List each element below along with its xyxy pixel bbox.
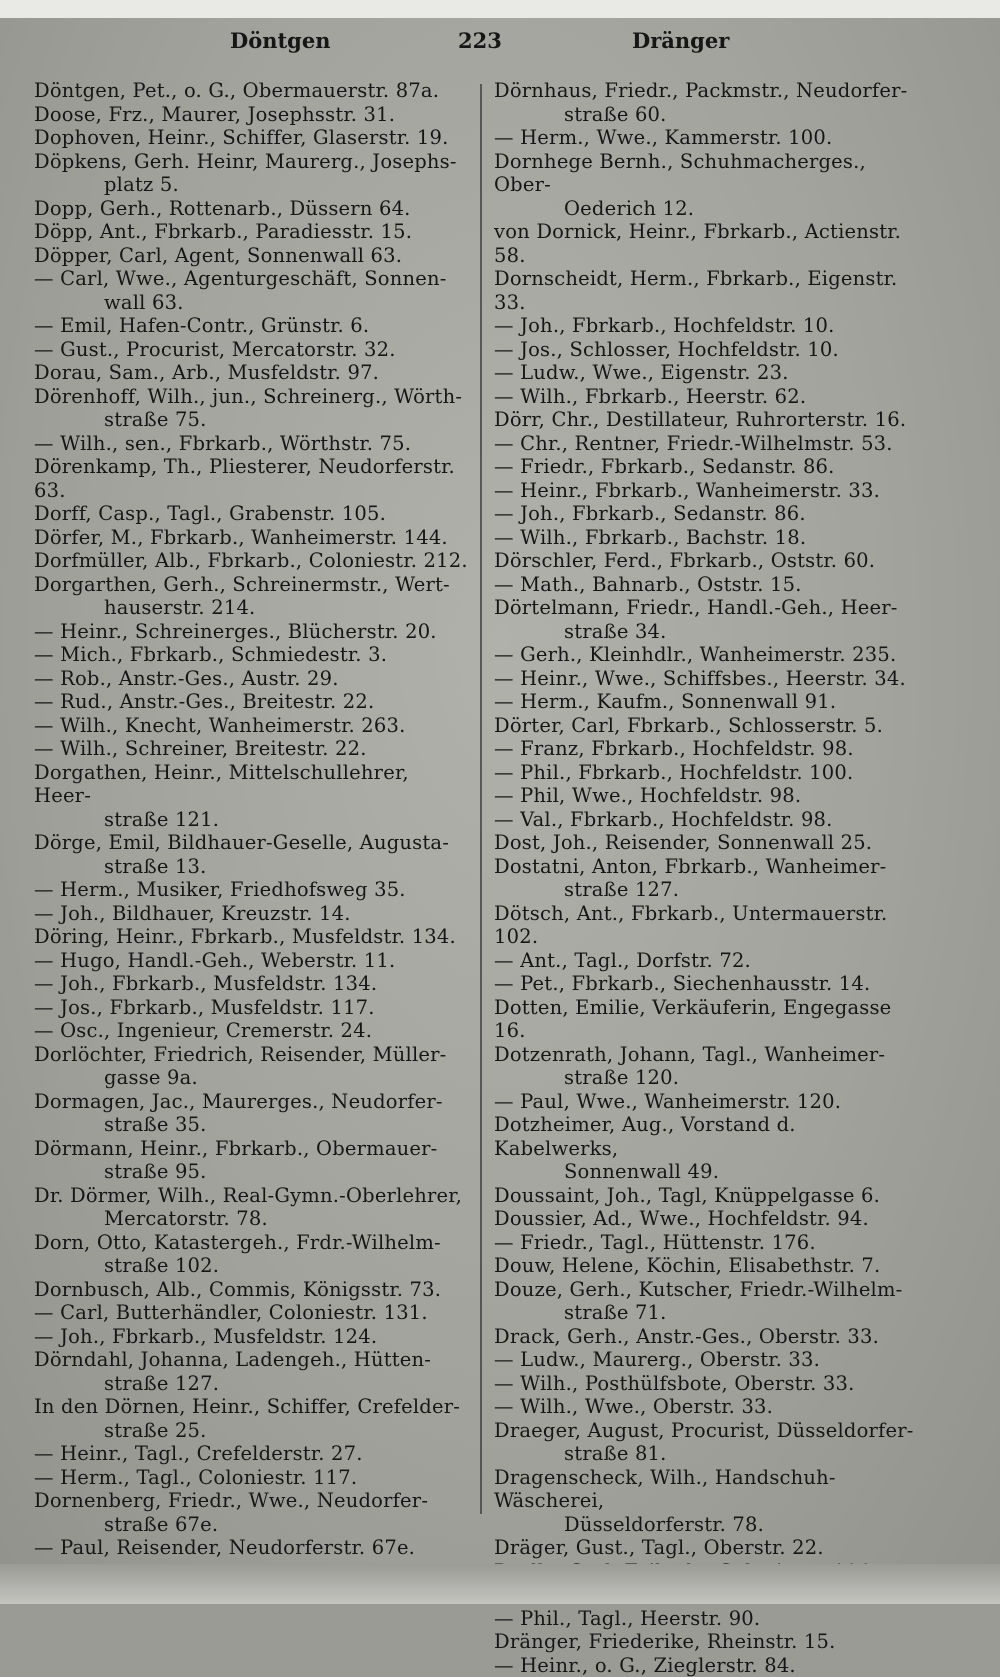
directory-entry xyxy=(494,526,924,550)
entry-text: Dörmann, Heinr., Fbrkarb., Obermauer- xyxy=(34,1137,437,1160)
entry-text: — Math., Bahnarb., Oststr. 15. xyxy=(494,573,802,596)
directory-entry xyxy=(34,667,470,691)
directory-entry xyxy=(34,1466,470,1490)
entry-text: Dopp, Gerh., Rottenarb., Düssern 64. xyxy=(34,197,411,220)
entry-text: — Heinr., Tagl., Crefelderstr. 27. xyxy=(34,1442,363,1465)
directory-entry xyxy=(34,220,470,244)
directory-entry xyxy=(494,549,924,573)
entry-text: Dotzenrath, Johann, Tagl., Wanheimer- xyxy=(494,1043,885,1066)
left-column xyxy=(34,79,470,1560)
entry-text: — Heinr., o. G., Zieglerstr. 84. xyxy=(494,1654,796,1677)
entry-continuation: straße 121. xyxy=(34,808,470,832)
entry-text: — Emil, Hafen-Contr., Grünstr. 6. xyxy=(34,314,369,337)
entry-text: — Joh., Fbrkarb., Sedanstr. 86. xyxy=(494,502,806,525)
entry-text: Doose, Frz., Maurer, Josephsstr. 31. xyxy=(34,103,395,126)
directory-entry xyxy=(494,1372,924,1396)
directory-entry xyxy=(34,878,470,902)
entry-continuation: Sonnenwall 49. xyxy=(494,1160,924,1184)
entry-text: — Jos., Schlosser, Hochfeldstr. 10. xyxy=(494,338,839,361)
directory-entry xyxy=(494,996,924,1043)
directory-entry xyxy=(494,1207,924,1231)
entry-text: — Wilh., Posthülfsbote, Oberstr. 33. xyxy=(494,1372,854,1395)
entry-text: — Joh., Bildhauer, Kreuzstr. 14. xyxy=(34,902,351,925)
entry-text: Dörndahl, Johanna, Ladengeh., Hütten- xyxy=(34,1348,431,1371)
entry-text: — Mich., Fbrkarb., Schmiedestr. 3. xyxy=(34,643,387,666)
entry-text: Dorau, Sam., Arb., Musfeldstr. 97. xyxy=(34,361,379,384)
directory-entry xyxy=(34,1395,470,1442)
entry-text: — Carl, Butterhändler, Coloniestr. 131. xyxy=(34,1301,428,1324)
directory-entry xyxy=(34,925,470,949)
entry-text: — Herm., Kaufm., Sonnenwall 91. xyxy=(494,690,836,713)
directory-entry xyxy=(34,1442,470,1466)
directory-entry xyxy=(494,1348,924,1372)
directory-entry xyxy=(494,949,924,973)
directory-entry xyxy=(494,972,924,996)
directory-entry xyxy=(34,1043,470,1090)
entry-text: — Hugo, Handl.-Geh., Weberstr. 11. xyxy=(34,949,395,972)
entry-text: von Dornick, Heinr., Fbrkarb., Actienstr. 58. xyxy=(494,220,901,267)
directory-entry xyxy=(494,150,924,221)
entry-continuation: straße 67e. xyxy=(34,1513,470,1537)
directory-entry xyxy=(34,502,470,526)
entry-text: — Val., Fbrkarb., Hochfeldstr. 98. xyxy=(494,808,833,831)
directory-entry xyxy=(34,972,470,996)
entry-text: — Phil, Wwe., Hochfeldstr. 98. xyxy=(494,784,801,807)
entry-text: — Friedr., Tagl., Hüttenstr. 176. xyxy=(494,1231,816,1254)
entry-text: — Wilh., Schreiner, Breitestr. 22. xyxy=(34,737,367,760)
entry-text: Dr. Dörmer, Wilh., Real-Gymn.-Oberlehrer, xyxy=(34,1184,462,1207)
directory-entry xyxy=(494,1536,924,1560)
entry-text: Dörge, Emil, Bildhauer-Geselle, Augusta- xyxy=(34,831,449,854)
directory-entry xyxy=(494,808,924,832)
entry-text: Dörtelmann, Friedr., Handl.-Geh., Heer- xyxy=(494,596,898,619)
directory-entry xyxy=(494,573,924,597)
directory-entry xyxy=(494,902,924,949)
directory-entry xyxy=(34,690,470,714)
entry-text: Dotzheimer, Aug., Vorstand d. Kabelwerks, xyxy=(494,1113,796,1160)
directory-entry xyxy=(494,432,924,456)
directory-entry xyxy=(34,126,470,150)
entry-text: — Wilh., Fbrkarb., Heerstr. 62. xyxy=(494,385,806,408)
directory-entry xyxy=(34,244,470,268)
entry-text: — Franz, Fbrkarb., Hochfeldstr. 98. xyxy=(494,737,854,760)
entry-continuation: platz 5. xyxy=(34,173,470,197)
directory-entry xyxy=(34,1184,470,1231)
entry-text: — Rud., Anstr.-Ges., Breitestr. 22. xyxy=(34,690,374,713)
directory-entry xyxy=(34,314,470,338)
directory-entry xyxy=(34,79,470,103)
entry-continuation: straße 127. xyxy=(494,878,924,902)
directory-entry xyxy=(494,855,924,902)
entry-continuation: wall 63. xyxy=(34,291,470,315)
entry-text: — Paul, Reisender, Neudorferstr. 67e. xyxy=(34,1536,415,1559)
entry-continuation: straße 35. xyxy=(34,1113,470,1137)
entry-text: Dörschler, Ferd., Fbrkarb., Oststr. 60. xyxy=(494,549,875,572)
entry-text: Dornenberg, Friedr., Wwe., Neudorfer- xyxy=(34,1489,428,1512)
entry-continuation: straße 102. xyxy=(34,1254,470,1278)
page-number: 223 xyxy=(458,28,502,53)
entry-continuation: gasse 9a. xyxy=(34,1066,470,1090)
directory-entry xyxy=(494,714,924,738)
directory-entry xyxy=(34,761,470,832)
directory-entry xyxy=(494,667,924,691)
directory-entry xyxy=(494,1254,924,1278)
entry-text: Dragenscheck, Wilh., Handschuh-Wäscherei, xyxy=(494,1466,836,1513)
directory-entry xyxy=(494,79,924,126)
entry-text: Döring, Heinr., Fbrkarb., Musfeldstr. 134. xyxy=(34,925,456,948)
entry-text: — Jos., Fbrkarb., Musfeldstr. 117. xyxy=(34,996,375,1019)
right-column xyxy=(494,79,924,1677)
entry-text: Dotten, Emilie, Verkäuferin, Engegasse 16. xyxy=(494,996,891,1043)
directory-entry xyxy=(34,1325,470,1349)
entry-text: Dränger, Friederike, Rheinstr. 15. xyxy=(494,1630,836,1653)
directory-entry xyxy=(494,1466,924,1537)
directory-entry xyxy=(34,338,470,362)
entry-text: — Gerh., Kleinhdlr., Wanheimerstr. 235. xyxy=(494,643,896,666)
directory-entry xyxy=(494,1278,924,1325)
entry-continuation: Mercatorstr. 78. xyxy=(34,1207,470,1231)
directory-entry xyxy=(34,1301,470,1325)
entry-text: — Herm., Wwe., Kammerstr. 100. xyxy=(494,126,832,149)
entry-text: — Herm., Musiker, Friedhofsweg 35. xyxy=(34,878,406,901)
entry-continuation: straße 25. xyxy=(34,1419,470,1443)
entry-text: — Chr., Rentner, Friedr.-Wilhelmstr. 53. xyxy=(494,432,893,455)
entry-text: Dornbusch, Alb., Commis, Königsstr. 73. xyxy=(34,1278,441,1301)
directory-entry xyxy=(34,1231,470,1278)
entry-text: — Heinr., Wwe., Schiffsbes., Heerstr. 34. xyxy=(494,667,906,690)
entry-text: Douze, Gerh., Kutscher, Friedr.-Wilhelm- xyxy=(494,1278,902,1301)
entry-text: — Osc., Ingenieur, Cremerstr. 24. xyxy=(34,1019,372,1042)
entry-text: Dräger, Gust., Tagl., Oberstr. 22. xyxy=(494,1536,824,1559)
directory-entry xyxy=(494,1419,924,1466)
directory-entry xyxy=(34,197,470,221)
directory-entry xyxy=(494,1325,924,1349)
directory-entry xyxy=(34,643,470,667)
entry-text: — Heinr., Fbrkarb., Wanheimerstr. 33. xyxy=(494,479,880,502)
directory-entry xyxy=(34,714,470,738)
directory-entry xyxy=(34,1137,470,1184)
entry-continuation: straße 60. xyxy=(494,103,924,127)
entry-continuation: straße 13. xyxy=(34,855,470,879)
entry-text: — Pet., Fbrkarb., Siechenhausstr. 14. xyxy=(494,972,870,995)
directory-entry xyxy=(494,784,924,808)
directory-entry xyxy=(34,902,470,926)
entry-text: — Joh., Fbrkarb., Hochfeldstr. 10. xyxy=(494,314,835,337)
directory-entry xyxy=(494,479,924,503)
directory-entry xyxy=(494,361,924,385)
entry-text: — Ludw., Maurerg., Oberstr. 33. xyxy=(494,1348,820,1371)
entry-continuation: straße 75. xyxy=(34,408,470,432)
right-running-head: Dränger xyxy=(632,28,729,53)
directory-entry xyxy=(34,455,470,502)
entry-text: Dornhege Bernh., Schuhmacherges., Ober- xyxy=(494,150,866,197)
entry-text: — Heinr., Schreinerges., Blücherstr. 20. xyxy=(34,620,437,643)
entry-text: Dorff, Casp., Tagl., Grabenstr. 105. xyxy=(34,502,386,525)
directory-entry xyxy=(34,361,470,385)
directory-entry xyxy=(34,1536,470,1560)
entry-text: Dörter, Carl, Fbrkarb., Schlosserstr. 5. xyxy=(494,714,883,737)
entry-text: — Phil., Fbrkarb., Hochfeldstr. 100. xyxy=(494,761,853,784)
entry-text: — Wilh., Wwe., Oberstr. 33. xyxy=(494,1395,773,1418)
directory-entry xyxy=(34,949,470,973)
entry-text: — Friedr., Fbrkarb., Sedanstr. 86. xyxy=(494,455,835,478)
directory-entry xyxy=(494,220,924,267)
directory-entry xyxy=(34,150,470,197)
directory-entry xyxy=(494,1043,924,1090)
directory-entry xyxy=(494,1113,924,1184)
entry-continuation: straße 34. xyxy=(494,620,924,644)
entry-text: — Carl, Wwe., Agenturgeschäft, Sonnen- xyxy=(34,267,447,290)
entry-text: — Wilh., Knecht, Wanheimerstr. 263. xyxy=(34,714,405,737)
entry-text: Dormagen, Jac., Maurerges., Neudorfer- xyxy=(34,1090,443,1113)
directory-entry xyxy=(494,690,924,714)
directory-entry xyxy=(494,338,924,362)
directory-entry xyxy=(34,1019,470,1043)
entry-text: Draeger, August, Procurist, Düsseldorfer- xyxy=(494,1419,914,1442)
directory-entry xyxy=(34,103,470,127)
directory-entry xyxy=(34,526,470,550)
directory-entry xyxy=(34,831,470,878)
directory-entry xyxy=(34,432,470,456)
entry-text: — Ludw., Wwe., Eigenstr. 23. xyxy=(494,361,789,384)
entry-text: Dorn, Otto, Katastergeh., Frdr.-Wilhelm- xyxy=(34,1231,441,1254)
directory-entry xyxy=(494,408,924,432)
directory-entry xyxy=(494,737,924,761)
directory-entry xyxy=(494,1090,924,1114)
entry-text: Dörenkamp, Th., Pliesterer, Neudorferstr. 63. xyxy=(34,455,455,502)
directory-entry xyxy=(494,126,924,150)
entry-text: Dost, Joh., Reisender, Sonnenwall 25. xyxy=(494,831,872,854)
top-margin xyxy=(0,0,1000,18)
directory-entry xyxy=(494,761,924,785)
entry-text: Döntgen, Pet., o. G., Obermauerstr. 87a. xyxy=(34,79,439,102)
entry-text: Döpkens, Gerh. Heinr, Maurerg., Josephs- xyxy=(34,150,457,173)
directory-entry xyxy=(494,1231,924,1255)
entry-continuation: Düsseldorferstr. 78. xyxy=(494,1513,924,1537)
left-running-head: Döntgen xyxy=(230,28,331,53)
directory-entry xyxy=(34,996,470,1020)
page-header xyxy=(0,28,1000,64)
entry-text: Dötsch, Ant., Fbrkarb., Untermauerstr. 102. xyxy=(494,902,887,949)
directory-entry xyxy=(494,831,924,855)
entry-text: Dorgarthen, Gerh., Schreinermstr., Wert- xyxy=(34,573,450,596)
directory-entry xyxy=(494,267,924,314)
entry-text: Douw, Helene, Köchin, Elisabethstr. 7. xyxy=(494,1254,880,1277)
directory-entry xyxy=(494,1630,924,1654)
directory-entry xyxy=(494,455,924,479)
entry-text: Dörfer, M., Fbrkarb., Wanheimerstr. 144. xyxy=(34,526,448,549)
entry-text: Döpper, Carl, Agent, Sonnenwall 63. xyxy=(34,244,402,267)
entry-text: — Joh., Fbrkarb., Musfeldstr. 124. xyxy=(34,1325,377,1348)
entry-text: — Joh., Fbrkarb., Musfeldstr. 134. xyxy=(34,972,377,995)
directory-entry xyxy=(34,737,470,761)
directory-entry xyxy=(494,1607,924,1631)
entry-text: — Paul, Wwe., Wanheimerstr. 120. xyxy=(494,1090,841,1113)
directory-entry xyxy=(494,1184,924,1208)
entry-text: Dörr, Chr., Destillateur, Ruhrorterstr. 16. xyxy=(494,408,906,431)
entry-text: — Gust., Procurist, Mercatorstr. 32. xyxy=(34,338,396,361)
entry-continuation: straße 127. xyxy=(34,1372,470,1396)
bottom-margin xyxy=(0,1564,1000,1604)
entry-text: Drack, Gerh., Anstr.-Ges., Oberstr. 33. xyxy=(494,1325,879,1348)
entry-continuation: straße 71. xyxy=(494,1301,924,1325)
entry-text: Doussier, Ad., Wwe., Hochfeldstr. 94. xyxy=(494,1207,869,1230)
directory-entry xyxy=(34,620,470,644)
entry-text: — Ant., Tagl., Dorfstr. 72. xyxy=(494,949,751,972)
entry-text: Dorgathen, Heinr., Mittelschullehrer, Heer- xyxy=(34,761,409,808)
directory-entry xyxy=(34,385,470,432)
directory-entry xyxy=(494,314,924,338)
entry-continuation: straße 95. xyxy=(34,1160,470,1184)
directory-entry xyxy=(494,643,924,667)
entry-continuation: straße 120. xyxy=(494,1066,924,1090)
entry-text: Dorlöchter, Friedrich, Reisender, Müller- xyxy=(34,1043,446,1066)
entry-text: — Wilh., sen., Fbrkarb., Wörthstr. 75. xyxy=(34,432,411,455)
entry-text: Dostatni, Anton, Fbrkarb., Wanheimer- xyxy=(494,855,886,878)
column-divider xyxy=(480,84,482,1514)
entry-text: Dörnhaus, Friedr., Packmstr., Neudorfer- xyxy=(494,79,907,102)
entry-text: Dornscheidt, Herm., Fbrkarb., Eigenstr. 33. xyxy=(494,267,897,314)
directory-entry xyxy=(34,1489,470,1536)
directory-entry xyxy=(34,1278,470,1302)
directory-entry xyxy=(494,596,924,643)
directory-entry xyxy=(34,549,470,573)
directory-entry xyxy=(494,1395,924,1419)
directory-entry xyxy=(494,1654,924,1677)
directory-entry xyxy=(34,1090,470,1137)
entry-text: — Wilh., Fbrkarb., Bachstr. 18. xyxy=(494,526,806,549)
entry-text: In den Dörnen, Heinr., Schiffer, Crefelder- xyxy=(34,1395,460,1418)
entry-text: — Rob., Anstr.-Ges., Austr. 29. xyxy=(34,667,339,690)
entry-text: Dophoven, Heinr., Schiffer, Glaserstr. 19. xyxy=(34,126,449,149)
entry-text: Doussaint, Joh., Tagl, Knüppelgasse 6. xyxy=(494,1184,880,1207)
directory-entry xyxy=(34,573,470,620)
directory-entry xyxy=(34,267,470,314)
entry-text: Dorfmüller, Alb., Fbrkarb., Coloniestr. 212. xyxy=(34,549,468,572)
entry-text: Döpp, Ant., Fbrkarb., Paradiesstr. 15. xyxy=(34,220,412,243)
directory-entry xyxy=(494,502,924,526)
directory-entry xyxy=(34,1348,470,1395)
directory-entry xyxy=(494,385,924,409)
entry-continuation: hauserstr. 214. xyxy=(34,596,470,620)
entry-continuation: Oederich 12. xyxy=(494,197,924,221)
entry-continuation: straße 81. xyxy=(494,1442,924,1466)
entry-text: — Phil., Tagl., Heerstr. 90. xyxy=(494,1607,760,1630)
entry-text: — Herm., Tagl., Coloniestr. 117. xyxy=(34,1466,357,1489)
entry-text: Dörenhoff, Wilh., jun., Schreinerg., Wörth- xyxy=(34,385,462,408)
